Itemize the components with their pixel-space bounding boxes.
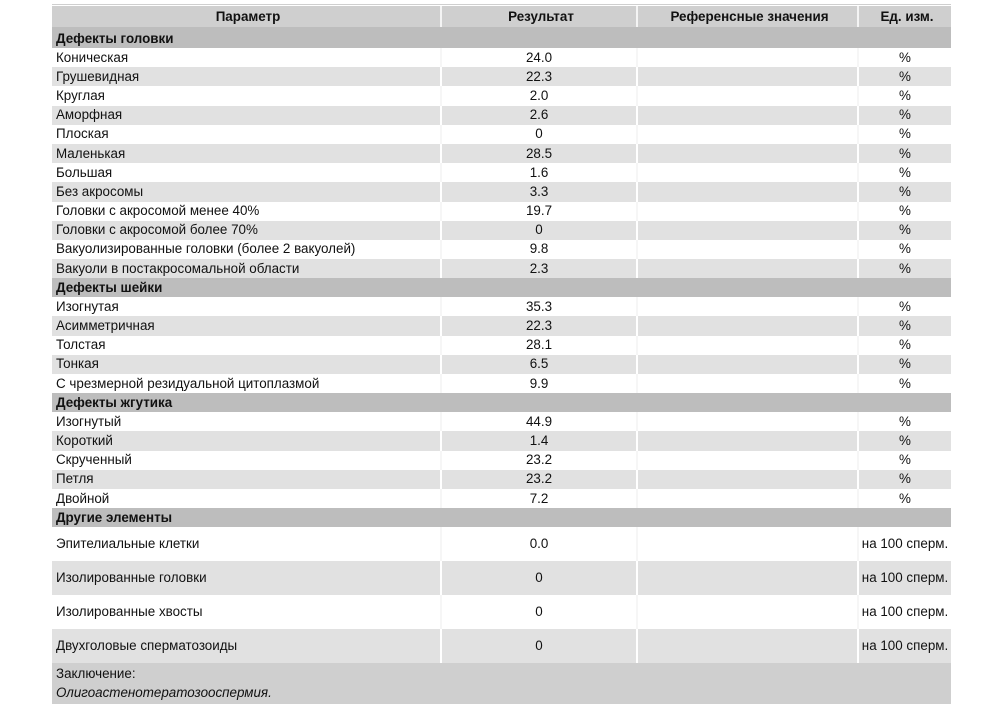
reference-value <box>637 489 858 508</box>
section-title: Другие элементы <box>52 508 951 527</box>
reference-value <box>637 144 858 163</box>
result-value: 44.9 <box>441 412 637 431</box>
conclusion-label: Заключение: <box>56 666 136 682</box>
unit-value: % <box>858 48 951 67</box>
reference-value <box>637 527 858 561</box>
table-row <box>52 182 951 201</box>
table-row <box>52 221 951 240</box>
table-row <box>52 489 951 508</box>
result-value: 0 <box>441 629 637 663</box>
result-value: 9.9 <box>441 374 637 393</box>
parameter-name: Вакуолизированные головки (более 2 вакуолей) <box>52 240 441 259</box>
reference-value <box>637 561 858 595</box>
header-parameter: Параметр <box>52 6 441 28</box>
result-value: 23.2 <box>441 470 637 489</box>
table-row <box>52 259 951 278</box>
unit-value: % <box>858 67 951 86</box>
unit-value: % <box>858 451 951 470</box>
parameter-name: Головки с акросомой менее 40% <box>52 202 441 221</box>
table-row <box>52 202 951 221</box>
parameter-name: Головки с акросомой более 70% <box>52 221 441 240</box>
reference-value <box>637 412 858 431</box>
unit-value: на 100 сперм. <box>858 561 951 595</box>
result-value: 28.1 <box>441 336 637 355</box>
unit-value: % <box>858 297 951 316</box>
parameter-name: Петля <box>52 470 441 489</box>
reference-value <box>637 240 858 259</box>
reference-value <box>637 629 858 663</box>
table-body <box>52 28 951 704</box>
result-value: 3.3 <box>441 182 637 201</box>
table-row <box>52 106 951 125</box>
table-row <box>52 451 951 470</box>
table-header <box>52 6 951 28</box>
reference-value <box>637 125 858 144</box>
parameter-name: Грушевидная <box>52 67 441 86</box>
unit-value: % <box>858 374 951 393</box>
result-value: 6.5 <box>441 355 637 374</box>
section-header <box>52 28 951 48</box>
section-header <box>52 508 951 527</box>
unit-value: % <box>858 240 951 259</box>
unit-value: на 100 сперм. <box>858 629 951 663</box>
table-row <box>52 595 951 629</box>
result-value: 0 <box>441 595 637 629</box>
header-unit: Ед. изм. <box>858 6 951 28</box>
unit-value: % <box>858 221 951 240</box>
parameter-name: Асимметричная <box>52 316 441 335</box>
result-value: 2.6 <box>441 106 637 125</box>
unit-value: % <box>858 106 951 125</box>
parameter-name: Толстая <box>52 336 441 355</box>
unit-value: % <box>858 259 951 278</box>
unit-value: % <box>858 144 951 163</box>
table-row <box>52 629 951 663</box>
result-value: 0.0 <box>441 527 637 561</box>
result-value: 9.8 <box>441 240 637 259</box>
reference-value <box>637 259 858 278</box>
table-row <box>52 412 951 431</box>
unit-value: на 100 сперм. <box>858 595 951 629</box>
reference-value <box>637 316 858 335</box>
parameter-name: Аморфная <box>52 106 441 125</box>
parameter-name: Двойной <box>52 489 441 508</box>
section-title: Дефекты шейки <box>52 278 951 297</box>
conclusion-cell <box>52 663 951 704</box>
table-row <box>52 240 951 259</box>
result-value: 1.6 <box>441 163 637 182</box>
table-row <box>52 527 951 561</box>
unit-value: на 100 сперм. <box>858 527 951 561</box>
result-value: 2.3 <box>441 259 637 278</box>
reference-value <box>637 451 858 470</box>
parameter-name: Короткий <box>52 431 441 450</box>
results-table <box>52 6 951 704</box>
reference-value <box>637 163 858 182</box>
section-title: Дефекты жгутика <box>52 393 951 412</box>
unit-value: % <box>858 125 951 144</box>
parameter-name: Большая <box>52 163 441 182</box>
parameter-name: Изолированные головки <box>52 561 441 595</box>
unit-value: % <box>858 86 951 105</box>
table-row <box>52 163 951 182</box>
unit-value: % <box>858 431 951 450</box>
table-row <box>52 431 951 450</box>
page-top-border <box>52 0 951 5</box>
table-row <box>52 561 951 595</box>
parameter-name: Вакуоли в постакросомальной области <box>52 259 441 278</box>
table-row <box>52 297 951 316</box>
header-result: Результат <box>441 6 637 28</box>
reference-value <box>637 336 858 355</box>
reference-value <box>637 297 858 316</box>
parameter-name: Коническая <box>52 48 441 67</box>
result-value: 0 <box>441 221 637 240</box>
reference-value <box>637 106 858 125</box>
reference-value <box>637 182 858 201</box>
parameter-name: Скрученный <box>52 451 441 470</box>
result-value: 22.3 <box>441 67 637 86</box>
result-value: 0 <box>441 561 637 595</box>
unit-value: % <box>858 316 951 335</box>
result-value: 0 <box>441 125 637 144</box>
parameter-name: Тонкая <box>52 355 441 374</box>
reference-value <box>637 86 858 105</box>
unit-value: % <box>858 336 951 355</box>
reference-value <box>637 67 858 86</box>
section-title: Дефекты головки <box>52 28 951 48</box>
result-value: 22.3 <box>441 316 637 335</box>
section-header <box>52 278 951 297</box>
result-value: 1.4 <box>441 431 637 450</box>
table-row <box>52 470 951 489</box>
result-value: 19.7 <box>441 202 637 221</box>
unit-value: % <box>858 470 951 489</box>
table-row <box>52 67 951 86</box>
header-reference: Референсные значения <box>637 6 858 28</box>
reference-value <box>637 202 858 221</box>
result-value: 23.2 <box>441 451 637 470</box>
result-value: 2.0 <box>441 86 637 105</box>
parameter-name: Эпителиальные клетки <box>52 527 441 561</box>
table-row <box>52 336 951 355</box>
section-header <box>52 393 951 412</box>
result-value: 24.0 <box>441 48 637 67</box>
conclusion-text: Олигоастенотератозооспермия. <box>56 685 272 701</box>
parameter-name: Маленькая <box>52 144 441 163</box>
reference-value <box>637 355 858 374</box>
reference-value <box>637 221 858 240</box>
unit-value: % <box>858 182 951 201</box>
parameter-name: Двухголовые сперматозоиды <box>52 629 441 663</box>
result-value: 35.3 <box>441 297 637 316</box>
table-row <box>52 355 951 374</box>
table-row <box>52 86 951 105</box>
table-row <box>52 316 951 335</box>
parameter-name: С чрезмерной резидуальной цитоплазмой <box>52 374 441 393</box>
parameter-name: Изогнутый <box>52 412 441 431</box>
unit-value: % <box>858 412 951 431</box>
table-row <box>52 144 951 163</box>
result-value: 28.5 <box>441 144 637 163</box>
reference-value <box>637 595 858 629</box>
reference-value <box>637 48 858 67</box>
result-value: 7.2 <box>441 489 637 508</box>
reference-value <box>637 470 858 489</box>
parameter-name: Изогнутая <box>52 297 441 316</box>
unit-value: % <box>858 163 951 182</box>
table-row <box>52 48 951 67</box>
parameter-name: Круглая <box>52 86 441 105</box>
parameter-name: Плоская <box>52 125 441 144</box>
parameter-name: Изолированные хвосты <box>52 595 441 629</box>
table-row <box>52 125 951 144</box>
table-row <box>52 374 951 393</box>
unit-value: % <box>858 489 951 508</box>
parameter-name: Без акросомы <box>52 182 441 201</box>
conclusion-row <box>52 663 951 704</box>
reference-value <box>637 431 858 450</box>
unit-value: % <box>858 202 951 221</box>
unit-value: % <box>858 355 951 374</box>
reference-value <box>637 374 858 393</box>
